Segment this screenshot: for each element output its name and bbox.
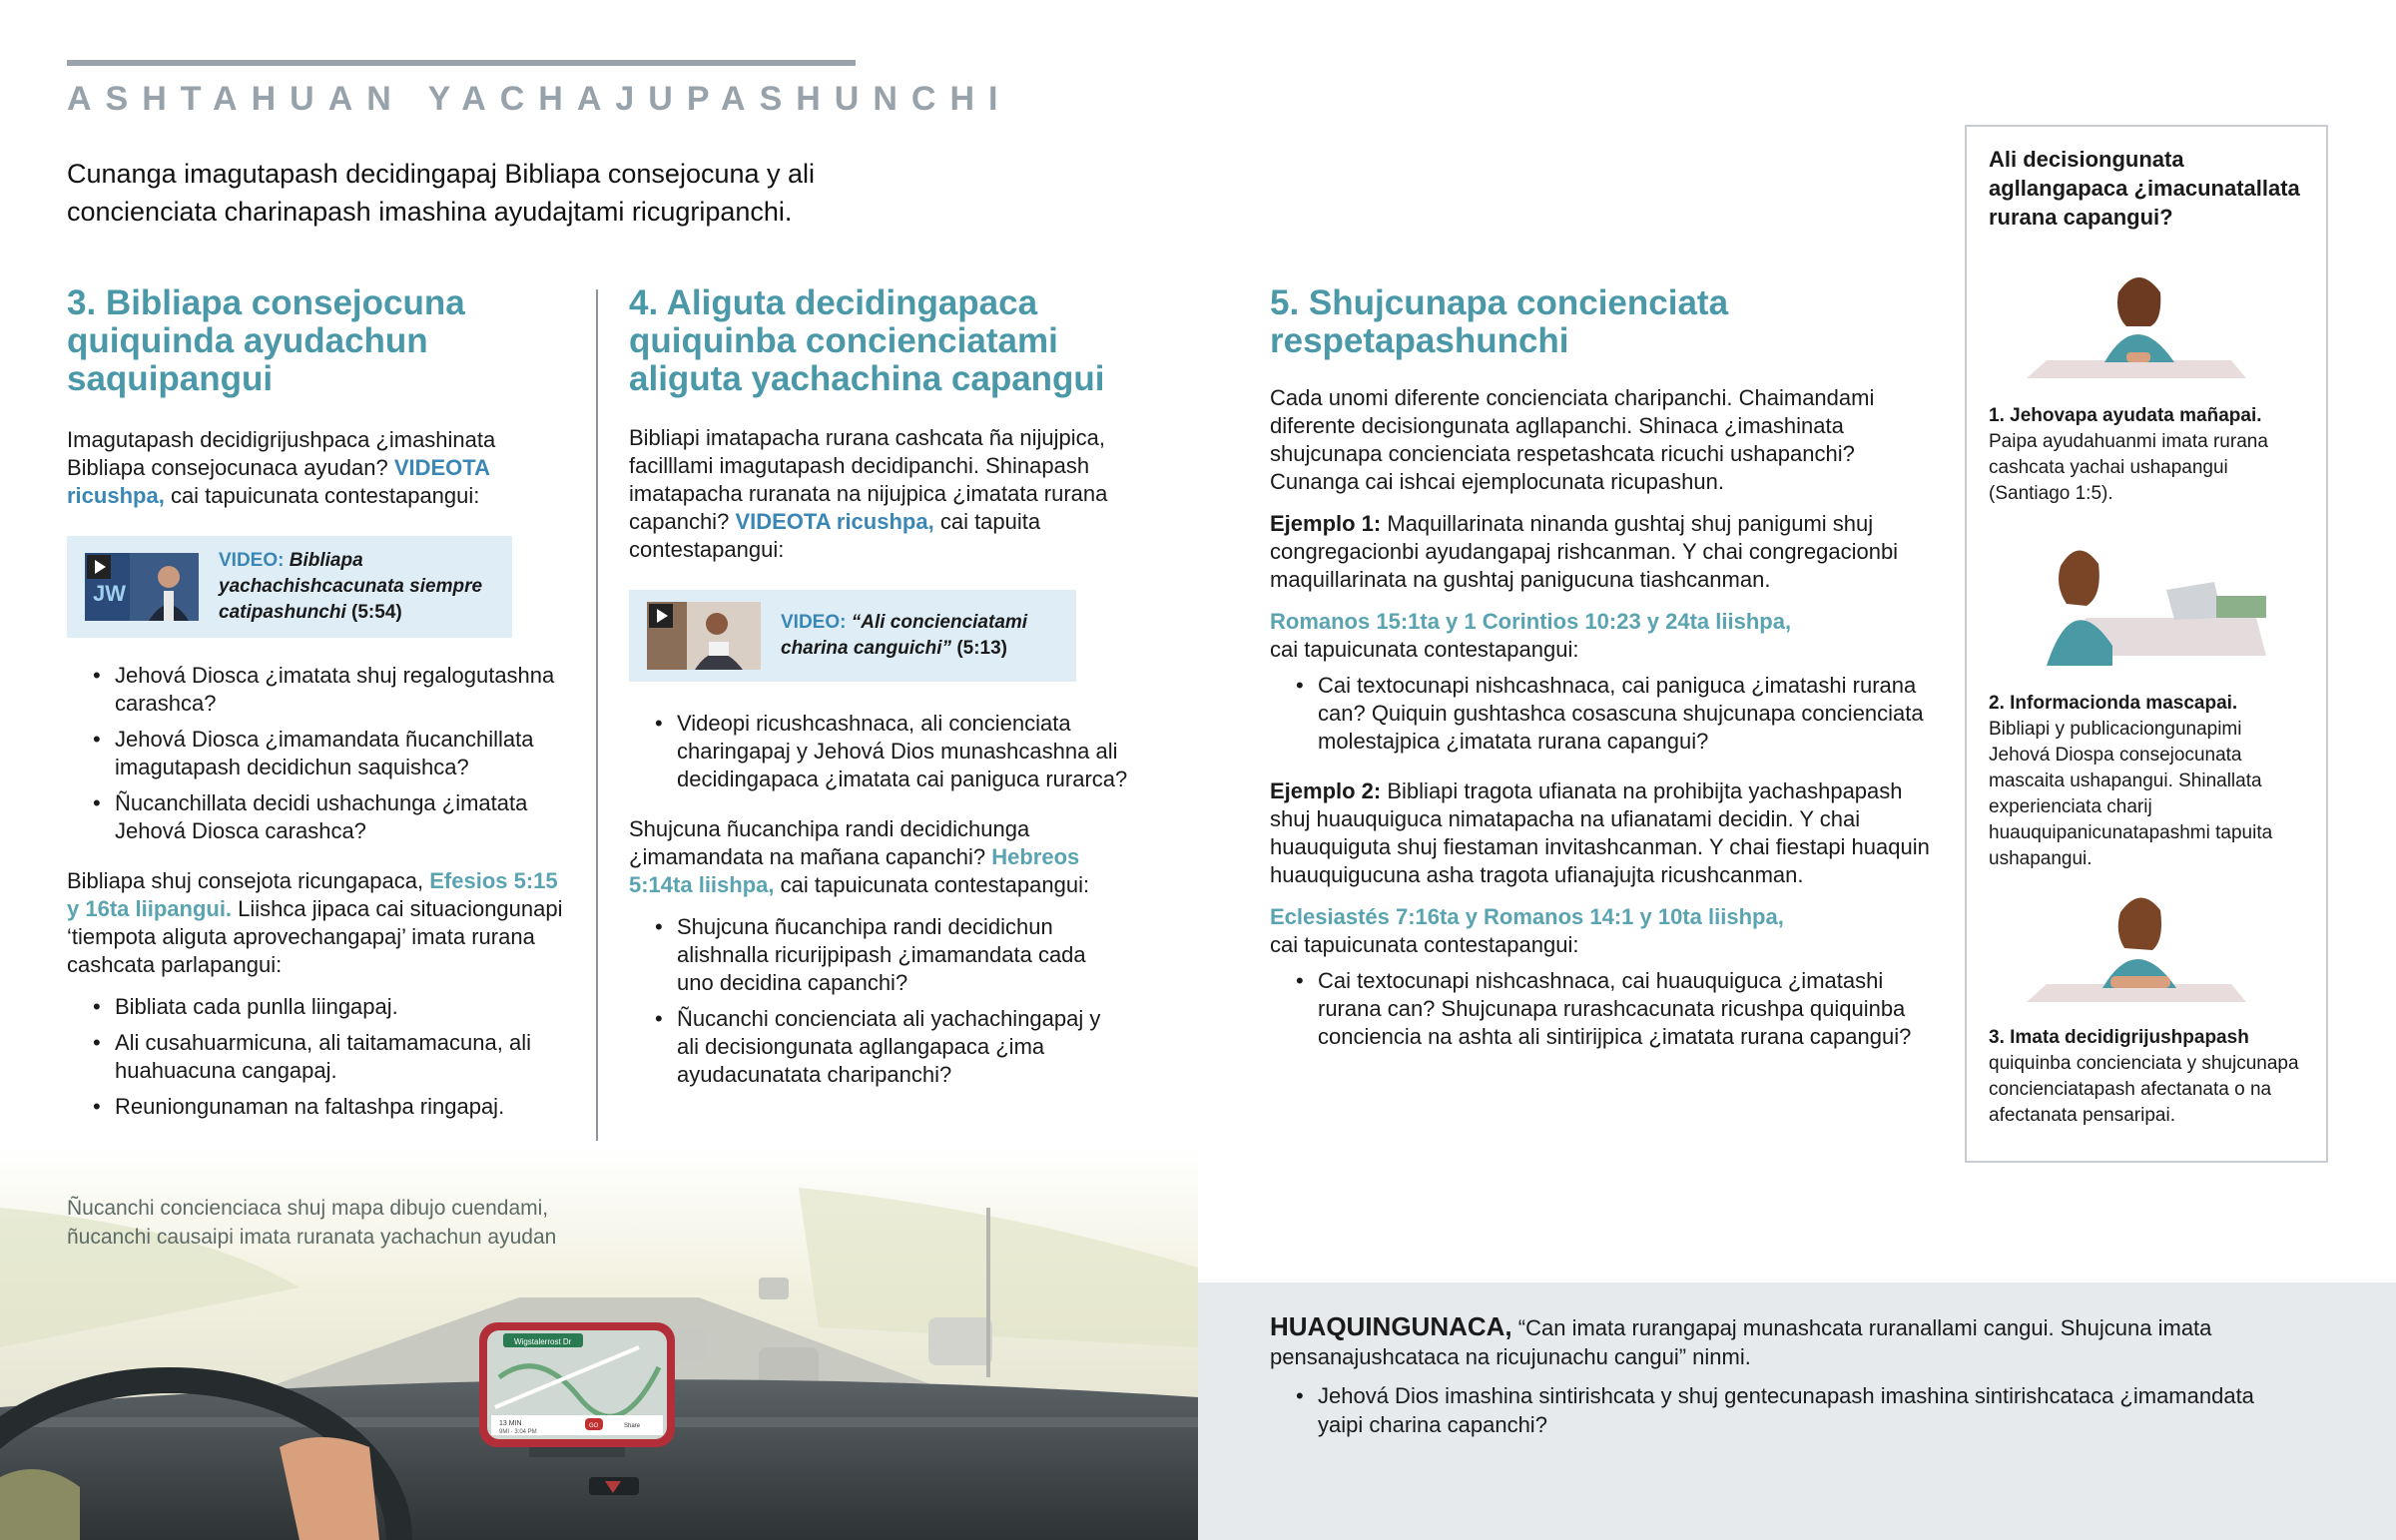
video-link[interactable]: VIDEOTA ricushpa, xyxy=(735,509,934,534)
sidebar-item-text: Paipa ayudahuanmi imata rurana cashcata yachai ushapangui (Santiago 1:5). xyxy=(1989,431,2268,504)
video-thumbnail[interactable] xyxy=(647,602,761,670)
example-2: Ejemplo 2: Bibliapi tragota ufianata na prohibijta yachashpapash shuj huauquiguca nimatapacha na ufianatami decidin. Y chai huauquiguta shuj fiestaman invitashcanman. Y chai fiestapi huaquin huauquigucuna asha tragota ufianajujta ricushcanman. xyxy=(1270,778,1930,887)
section-kicker: ASHTAHUAN YACHAJUPASHUNCHI xyxy=(67,80,1012,118)
video-thumbnail[interactable] xyxy=(85,553,199,621)
question-list-2 xyxy=(629,913,1128,1089)
huaquingunaca-text xyxy=(1270,1312,2268,1455)
map-time-label: 13 MIN xyxy=(499,1420,522,1427)
section-5-intro: Cada unomi diferente concienciata charipanchi. Chaimandami diferente decisiongunata agllapanchi. Shinaca ¿imashinata shujcunapa concienciata respetashcata ricuchi ushapanchi? Cunanga cai ishcai ejemplocunata ricupashun. xyxy=(1270,385,1875,494)
intro-text: Cunanga imagutapash decidingapaj Bibliapa consejocuna y ali concienciata charinapash imashina ayudajtami ricugripanchi. xyxy=(67,159,816,227)
sidebar-item-text: Bibliapi y publicaciongunapimi Jehová Diospa consejocunata mascaita ushapangui. Shinallata experienciata charij huauquipanicunatapashmi tapuita ushapangui. xyxy=(1989,719,2273,869)
video-title: Bibliapa yachachishcacunata siempre catipashunchi xyxy=(219,550,483,623)
list-item: • Ali cusahuarmicuna, ali taitamamacuna, ali huahuacuna cangapaj. xyxy=(67,1029,571,1085)
section-4-intro: Bibliapi imatapacha rurana cashcata ña nijujpica, facilllami imagutapash decidipanchi. Shinapash imatapacha ruranata na nijujpica ¿imatata rurana capanchi? VIDEOTA ricushpa, cai tapuita contestapangui: xyxy=(629,425,1108,562)
example-1-ref: Romanos 15:1ta y 1 Corintios 10:23 y 24ta liishpa, cai tapuicunata contestapangui: xyxy=(1270,609,1792,662)
list-item: • Shujcuna ñucanchipa randi decidichun alishnalla ricurijpipash ¿imamandata cada uno decidina capanchi? xyxy=(629,913,1128,997)
activity-list xyxy=(67,993,571,1121)
researching-woman-illustration xyxy=(2017,526,2276,666)
example-2-ref: Eclesiastés 7:16ta y Romanos 14:1 y 10ta liishpa, cai tapuicunata contestapangui: xyxy=(1270,904,1784,957)
question-list xyxy=(1270,1381,2268,1439)
list-item: • Bibliata cada punlla liingapaj. xyxy=(67,993,571,1021)
question-list xyxy=(67,662,571,845)
sidebar-item-2 xyxy=(1989,691,2308,872)
question-list xyxy=(1270,672,1939,756)
sidebar-item-head: 2. Informacionda mascapai. xyxy=(1989,693,2238,714)
example-1: Ejemplo 1: Maquillarinata ninanda gushtaj shuj panigumi shuj congregacionbi ayudangapaj rishcanman. Y chai congregacionbi maquillarinata na gushtaj panigucuna tiashcanman. xyxy=(1270,511,1899,592)
list-item: • Jehová Diosca ¿imatata shuj regalogutashna carashca? xyxy=(67,662,571,718)
play-icon[interactable] xyxy=(87,555,111,579)
huaquingunaca-label: HUAQUINGUNACA, xyxy=(1270,1311,1512,1341)
scripture-link[interactable]: Eclesiastés 7:16ta y Romanos 14:1 y 10ta liishpa, xyxy=(1270,904,1784,929)
video-duration: (5:54) xyxy=(351,602,402,623)
list-item: • Reuniongunaman na faltashpa ringapaj. xyxy=(67,1093,571,1121)
example-1-label: Ejemplo 1: xyxy=(1270,511,1382,536)
map-share-label: Share xyxy=(624,1423,641,1429)
sidebar-item-head: 3. Imata decidigrijushpapash xyxy=(1989,1027,2249,1048)
example-2-label: Ejemplo 2: xyxy=(1270,778,1382,803)
section-3-para-2: Bibliapa shuj consejota ricungapaca, Efesios 5:15 y 16ta liipangui. Liishca jipaca cai situaciongunapi ‘tiempota aliguta aprovechangapaj’ imata rurana cashcata parlapangui: xyxy=(67,868,563,977)
list-item: • Cai textocunapi nishcashnaca, cai huauquiguca ¿imatashi rurana can? Shujcunapa rurashcacunata ricushpa quiquinba conciencia na ashta ali sintirijpica ¿imatata rurana capangui? xyxy=(1270,967,1939,1051)
video-duration: (5:13) xyxy=(956,638,1008,659)
video-label: VIDEO: xyxy=(781,612,847,633)
column-divider xyxy=(596,289,598,1141)
map-street-label: Wigstalerrost Dr xyxy=(514,1337,572,1346)
section-4-para-2: Shujcuna ñucanchipa randi decidichunga ¿imamandata na mañana capanchi? Hebreos 5:14ta liishpa, cai tapuicunata contestapangui: xyxy=(629,816,1090,897)
list-item: • Ñucanchi concienciata ali yachachingapaj y ali decisiongunata agllangapaca ¿ima ayudacunatata charipanchi? xyxy=(629,1005,1128,1089)
section-5-heading: 5. Shujcunapa concienciata respetapashunchi xyxy=(1270,283,1729,360)
video-link[interactable]: VIDEOTA ricushpa, xyxy=(67,455,490,508)
video-card[interactable] xyxy=(629,590,1076,682)
list-item: • Jehová Diosca ¿imamandata ñucanchillata imagutapash decidichun saquishca? xyxy=(67,726,571,781)
thinking-woman-illustration xyxy=(2017,880,2256,1010)
section-3-heading: 3. Bibliapa consejocuna quiquinda ayudachun saquipangui xyxy=(67,283,465,398)
map-go-label: GO xyxy=(589,1423,599,1429)
scripture-link[interactable]: Romanos 15:1ta y 1 Corintios 10:23 y 24ta liishpa, xyxy=(1270,609,1792,634)
section-3 xyxy=(67,284,571,1137)
sidebar-box xyxy=(1965,125,2328,1163)
play-icon[interactable] xyxy=(649,604,673,628)
sidebar-item-text: quiquinba concienciata y shujcunapa concienciatapash afectanata o na afectanata pensaripai. xyxy=(1989,1053,2299,1126)
question-list xyxy=(629,710,1128,793)
sidebar-item-3 xyxy=(1989,1025,2308,1129)
scripture-link[interactable]: Hebreos 5:14ta liishpa, xyxy=(629,844,1080,897)
svg-text:JW: JW xyxy=(93,581,126,606)
section-3-intro: Imagutapash decidigrijushpaca ¿imashinata Bibliapa consejocunaca ayudan? VIDEOTA ricushpa, cai tapuicunata contestapangui: xyxy=(67,427,496,508)
sidebar-title: Ali decisiongunata agllangapaca ¿imacunatallata rurana capangui? xyxy=(1989,147,2300,230)
list-item: • Cai textocunapi nishcashnaca, cai paniguca ¿imatashi rurana can? Quiquin gushtashca cosascuna shujcunapa concienciata molestajpica ¿imatata rurana capangui? xyxy=(1270,672,1939,756)
section-4-heading: 4. Aliguta decidingapaca quiquinba concienciatami aliguta yachachina capangui xyxy=(629,283,1105,398)
illustration-caption: Ñucanchi concienciaca shuj mapa dibujo cuendami, ñucanchi causaipi imata ruranata yachachun ayudan xyxy=(67,1197,557,1249)
section-4 xyxy=(629,284,1128,1105)
question-list-2 xyxy=(1270,967,1939,1051)
map-distance-label: 9MI · 3:04 PM xyxy=(499,1429,537,1435)
sidebar-item-head: 1. Jehovapa ayudata mañapai. xyxy=(1989,405,2262,426)
list-item: • Videopi ricushcashnaca, ali concienciata charingapaj y Jehová Dios munashcashna ali decidingapaca ¿imatata cai paniguca rurarca? xyxy=(629,710,1128,793)
video-card[interactable] xyxy=(67,536,512,638)
list-item: • Jehová Dios imashina sintirishcata y shuj gentecunapash imashina sintirishcataca ¿imamandata yaipi charina capanchi? xyxy=(1270,1381,2268,1439)
section-5 xyxy=(1270,284,1939,1067)
praying-woman-illustration xyxy=(2017,257,2256,386)
video-label: VIDEO: xyxy=(219,550,285,571)
header-rule xyxy=(67,60,856,66)
scripture-link[interactable]: Efesios 5:15 y 16ta liipangui. xyxy=(67,868,558,921)
list-item: • Ñucanchillata decidi ushachunga ¿imatata Jehová Diosca carashca? xyxy=(67,789,571,845)
video-title: “Ali concienciatami charina canguichi” xyxy=(781,612,1028,659)
sidebar-item-1 xyxy=(1989,403,2308,507)
huaquingunaca-quote: “Can imata rurangapaj munashcata ruranallami cangui. Shujcuna imata pensanajushcataca na ricujunachu cangui” ninmi. xyxy=(1270,1315,2212,1369)
